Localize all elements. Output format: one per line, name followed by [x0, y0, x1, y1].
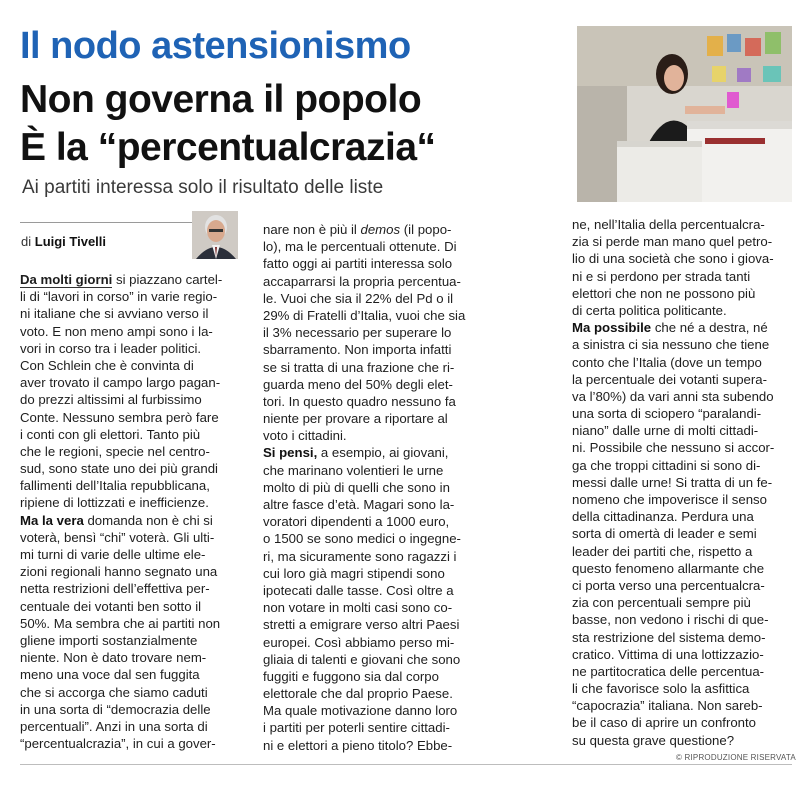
text-line: li di “lavori in corso” in varie regio-	[20, 289, 218, 305]
text-line: niente per provare a riportare al	[263, 411, 448, 427]
text-line: cui loro già magri stipendi sono	[263, 565, 445, 581]
text-line: su questa grave questione?	[572, 732, 735, 748]
byline-prefix: di	[21, 234, 32, 249]
author-portrait	[192, 211, 238, 259]
text-line: va l’80%) da vari anni sta subendo	[572, 388, 774, 404]
text-line: conto che l’Italia (dove un tempo	[572, 354, 762, 370]
text-line: i conti con gli elettori. Tanto più	[20, 426, 201, 442]
text-line: fallimenti dell’Italia repubblicana,	[20, 478, 210, 494]
text-line: che si accorga che siamo caduti	[20, 684, 208, 700]
text-line: che marinano volentieri le urne	[263, 462, 444, 478]
text-line: le. Vuoi che sia il 22% del Pd o il	[263, 290, 454, 306]
headline-line: È la “percentualcrazia“	[20, 126, 436, 169]
text-line: “capocrazia” italiana. Non sareb-	[572, 698, 763, 714]
text-line: questo fenomeno allarmante che	[572, 560, 765, 576]
text-line: ne partitocratica delle percentua-	[572, 663, 765, 679]
text-line: niente. Non è dato trovare nem-	[20, 650, 207, 666]
text-line: mi turni di varie delle ultime ele-	[20, 547, 206, 562]
text-span: (il popo-	[400, 222, 452, 237]
text-line: ne, nell’Italia della percentualcra-	[572, 217, 765, 232]
text-line: accaparrarsi la propria percentua-	[263, 273, 461, 289]
text-line: zia si perde man mano quel petro-	[572, 234, 773, 250]
lead-in: Ma la vera	[20, 512, 84, 528]
subtitle: Ai partiti interessa solo il risultato delle liste	[22, 177, 384, 198]
byline	[21, 234, 106, 249]
text-line: Conte. Nessuno sembra però fare	[20, 409, 219, 425]
italic-word: demos	[360, 222, 401, 237]
headline-line: Non governa il popolo	[20, 78, 422, 121]
text-line: netta restrizioni dell’effettiva per-	[20, 581, 210, 597]
bottom-rule	[20, 764, 792, 765]
text-line: sbarramento. Non importa infatti	[263, 342, 452, 358]
text-line: ni. Possibile che nessuno si accor-	[572, 440, 775, 456]
text-line: elettori che non ne possono più	[572, 285, 756, 301]
text-span: che né a destra, né	[651, 320, 768, 336]
text-line: zia con percentuali sempre più	[572, 595, 751, 611]
text-line: Con Schlein che è convinta di	[20, 357, 194, 373]
text-line: voterà, bensì “chi” voterà. Gli ulti-	[20, 529, 215, 545]
text-line: ripiene di lottizzati e inefficienze.	[20, 495, 209, 511]
text-line	[572, 319, 794, 336]
text-line	[20, 512, 238, 529]
kicker-title: Il nodo astensionismo	[20, 25, 411, 67]
text-line: ga che troppi cittadini si sono di-	[572, 457, 761, 473]
text-line: voratori dipendenti a 1000 euro,	[263, 514, 450, 530]
text-line: 29% di Fratelli d’Italia, vuoi che sia	[263, 307, 466, 323]
ballot-photo-illustration	[577, 26, 792, 202]
text-line: la percentuale dei votanti supera-	[572, 371, 768, 387]
text-line	[263, 221, 481, 238]
text-line: leader dei partiti che, rispetto a	[572, 543, 753, 559]
author-photo	[192, 211, 238, 259]
text-line: a sinistra ci sia nessuno che tiene	[572, 337, 770, 353]
text-line: lo), ma le percentuali ottenute. Di	[263, 239, 457, 255]
text-line: voto. E non meno ampi sono i la-	[20, 323, 213, 339]
text-line: ci porta verso una percentualcra-	[572, 577, 765, 593]
text-line: do prezzi altissimi al furbissimo	[20, 392, 202, 408]
text-line: il 3% necessario per superare lo	[263, 325, 452, 341]
byline-box	[20, 222, 238, 259]
text-line: ipotecati dalle tasse. Così oltre a	[263, 582, 454, 598]
text-line: molto di più di quelli che sono in	[263, 479, 450, 495]
text-line: sta restrizione del sistema demo-	[572, 629, 766, 645]
text-line: tori. In questo quadro nessuno fa	[263, 393, 456, 409]
text-span: si piazzano cartel-	[112, 272, 223, 287]
text-line: europei. Così abbiamo perso mi-	[263, 634, 455, 650]
text-line: i partiti per poterli sentire cittadi-	[263, 720, 450, 736]
text-line: cratico. Vittima di una lottizzazio-	[572, 646, 764, 662]
text-line: li che favorisce solo la asfittica	[572, 681, 750, 697]
text-line: di certa politica politicante.	[572, 302, 727, 318]
text-line: sorta di omertà di leader e semi	[572, 526, 757, 542]
text-line: zioni regionali hanno segnato una	[20, 564, 218, 580]
text-line: sud, sono state uno dei più grandi	[20, 461, 218, 477]
text-line: gliaia di talenti e giovani che sono	[263, 651, 461, 667]
text-line	[263, 444, 481, 461]
lead-in: Si pensi,	[263, 445, 318, 461]
text-line: ri, ma sicuramente sono ragazzi i	[263, 548, 457, 564]
text-line: voto i cittadini.	[263, 428, 347, 444]
text-line: niano” dalle urne di molti cittadi-	[572, 423, 759, 439]
text-line: vori in corso tra i leader politici.	[20, 340, 202, 356]
text-span: a esempio, ai giovani,	[317, 445, 449, 461]
text-line: “percentualcrazia”, in cui a gover-	[20, 736, 216, 752]
copyright-credit: © RIPRODUZIONE RISERVATA	[676, 753, 796, 762]
text-line: aver trovato il campo largo pagan-	[20, 375, 221, 391]
text-line: fatto oggi ai partiti interessa solo	[263, 256, 453, 272]
article-column-1	[20, 271, 238, 752]
text-line: nomeno che impoverisce il senso	[572, 492, 767, 507]
text-line: o 1500 se sono medici o ingegne-	[263, 531, 461, 547]
text-span: nare non è più il	[263, 222, 361, 237]
text-line: basse, non vedono i rischi di que-	[572, 612, 769, 628]
text-line: ni e elettori a pieno titolo? Ebbe-	[263, 737, 453, 753]
text-line: che le regioni, specie nel centro-	[20, 443, 210, 459]
text-line: ni italiane che si avviano verso il	[20, 306, 209, 322]
headline	[20, 76, 436, 172]
text-line: messi dalle urne! Si tratta di un fe-	[572, 474, 773, 490]
text-line: be il caso di aprire un confronto	[572, 715, 757, 731]
text-line: una sorta di sciopero “paralandi-	[572, 406, 762, 422]
text-line: elettorale che dal proprio Paese.	[263, 686, 453, 702]
text-line: 50%. Ma sembra che ai partiti non	[20, 615, 221, 631]
text-span: domanda non è chi si	[83, 512, 213, 528]
text-line	[20, 271, 238, 288]
text-line: in una sorta di “democrazia delle	[20, 701, 211, 717]
text-line: lio di una società che sono i giova-	[572, 251, 774, 267]
text-line: stretti a emigrare verso altri Paesi	[263, 617, 460, 633]
text-line: non votare in molti casi sono co-	[263, 600, 453, 616]
article-column-3	[572, 216, 794, 749]
text-line: della cittadinanza. Perdura una	[572, 509, 754, 525]
text-line: guarda meno del 50% degli elet-	[263, 376, 453, 392]
lead-in: Da molti giorni	[20, 272, 113, 287]
text-line: centuale dei votanti ben sotto il	[20, 598, 202, 614]
text-line: Ma quale motivazione danno loro	[263, 703, 458, 719]
author-name: Luigi Tivelli	[34, 234, 107, 249]
text-line: ni e si perdono per strada tanti	[572, 268, 751, 284]
text-line: se si tratta di una frazione che ri-	[263, 359, 455, 375]
text-line: gliene importi sostanzialmente	[20, 632, 198, 648]
text-line: meno una voce dal sen fuggita	[20, 667, 200, 683]
article-column-2	[263, 221, 481, 754]
ballot-photo	[577, 26, 792, 202]
text-line: fuggiti e fuggono sia dal corpo	[263, 668, 439, 684]
text-line: altre fasce d’età. Magari sono la-	[263, 497, 455, 512]
lead-in: Ma possibile	[572, 320, 652, 336]
text-line: percentuali”. Anzi in una sorta di	[20, 718, 208, 734]
